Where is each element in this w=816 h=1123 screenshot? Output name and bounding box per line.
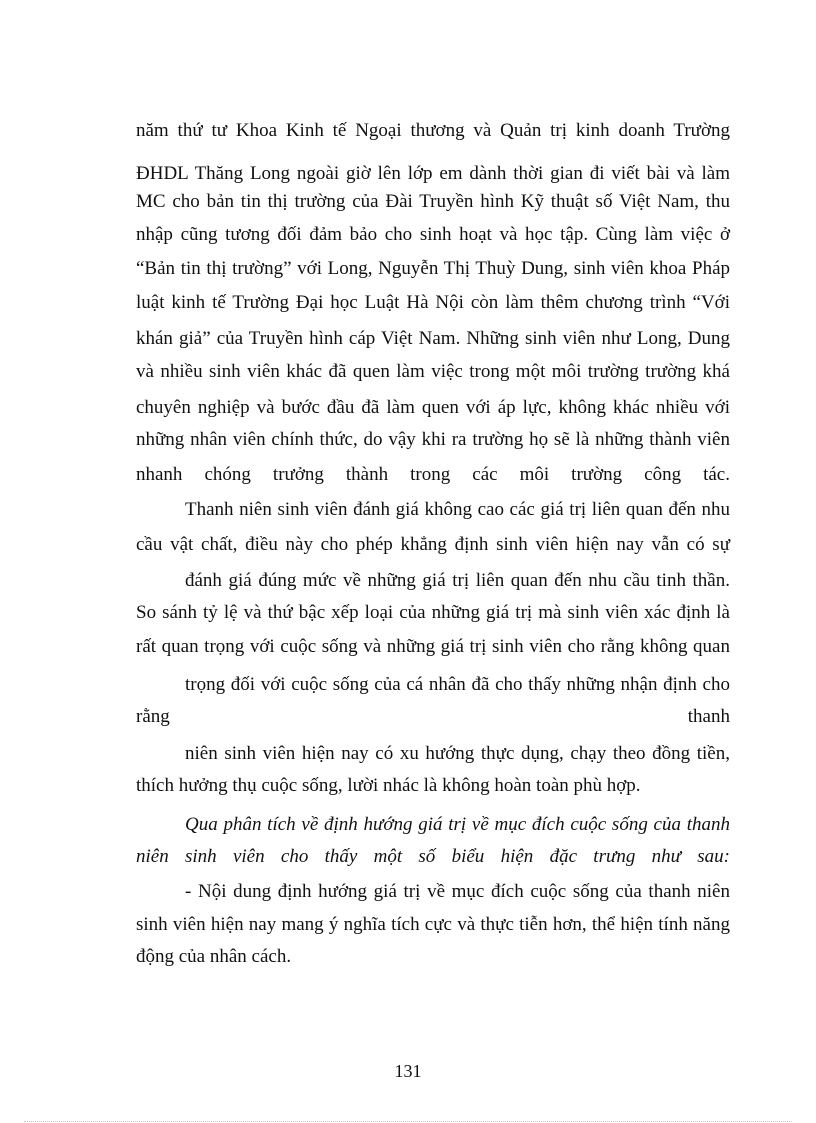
text-line: rất quan trọng với cuộc sống và những giá trị sinh viên cho rằng không quan [136,636,730,657]
text-line: MC cho bản tin thị trường của Đài Truyền hình Kỹ thuật số Việt Nam, thu [136,191,730,212]
text-line: So sánh tỷ lệ và thứ bậc xếp loại của những giá trị mà sinh viên xác định là [136,602,730,623]
text-line: khán giả” của Truyền hình cáp Việt Nam. Những sinh viên như Long, Dung [136,328,730,349]
text-line: năm thứ tư Khoa Kinh tế Ngoại thương và Quản trị kinh doanh Trường [136,120,730,141]
text-line: những nhân viên chính thức, do vậy khi ra trường họ sẽ là những thành viên [136,429,730,450]
text-line: nhanh chóng trưởng thành trong các môi trường công tác. [136,464,730,485]
text-line: sinh viên hiện nay mang ý nghĩa tích cực và thực tiễn hơn, thể hiện tính năng [136,914,730,935]
text-line: “Bản tin thị trường” với Long, Nguyễn Thị Thuỳ Dung, sinh viên khoa Pháp [136,258,730,279]
footer-divider [24,1121,792,1122]
text-line: - Nội dung định hướng giá trị về mục đích cuộc sống của thanh niên [185,881,730,902]
text-line: động của nhân cách. [136,946,292,967]
text-line: ĐHDL Thăng Long ngoài giờ lên lớp em dành thời gian đi viết bài và làm [136,163,730,184]
text-line: thích hưởng thụ cuộc sống, lười nhác là không hoàn toàn phù hợp. [136,775,641,796]
text-line: chuyên nghiệp và bước đầu đã làm quen với áp lực, không khác nhiều với [136,397,730,418]
text-line: nhập cũng tương đối đảm bảo cho sinh hoạt và học tập. Cùng làm việc ở [136,224,730,245]
text-line: Thanh niên sinh viên đánh giá không cao các giá trị liên quan đến nhu [185,499,730,520]
text-line: niên sinh viên cho thấy một số biểu hiện đặc trưng như sau: [136,846,730,867]
text-line: luật kinh tế Trường Đại học Luật Hà Nội còn làm thêm chương trình “Với [136,292,730,313]
text-line: niên sinh viên hiện nay có xu hướng thực dụng, chạy theo đồng tiền, [185,743,730,764]
text-line: cầu vật chất, điều này cho phép khẳng định sinh viên hiện nay vẫn có sự [136,534,730,555]
text-line: rằng thanh [136,706,730,727]
text-line: và nhiều sinh viên khác đã quen làm việc trong một môi trường trường khá [136,361,730,382]
text-line: trọng đối với cuộc sống của cá nhân đã cho thấy những nhận định cho [185,674,730,695]
text-line: Qua phân tích về định hướng giá trị về mục đích cuộc sống của thanh [185,814,730,835]
text-line: đánh giá đúng mức về những giá trị liên quan đến nhu cầu tinh thần. [185,570,730,591]
page-number: 131 [394,1061,422,1081]
